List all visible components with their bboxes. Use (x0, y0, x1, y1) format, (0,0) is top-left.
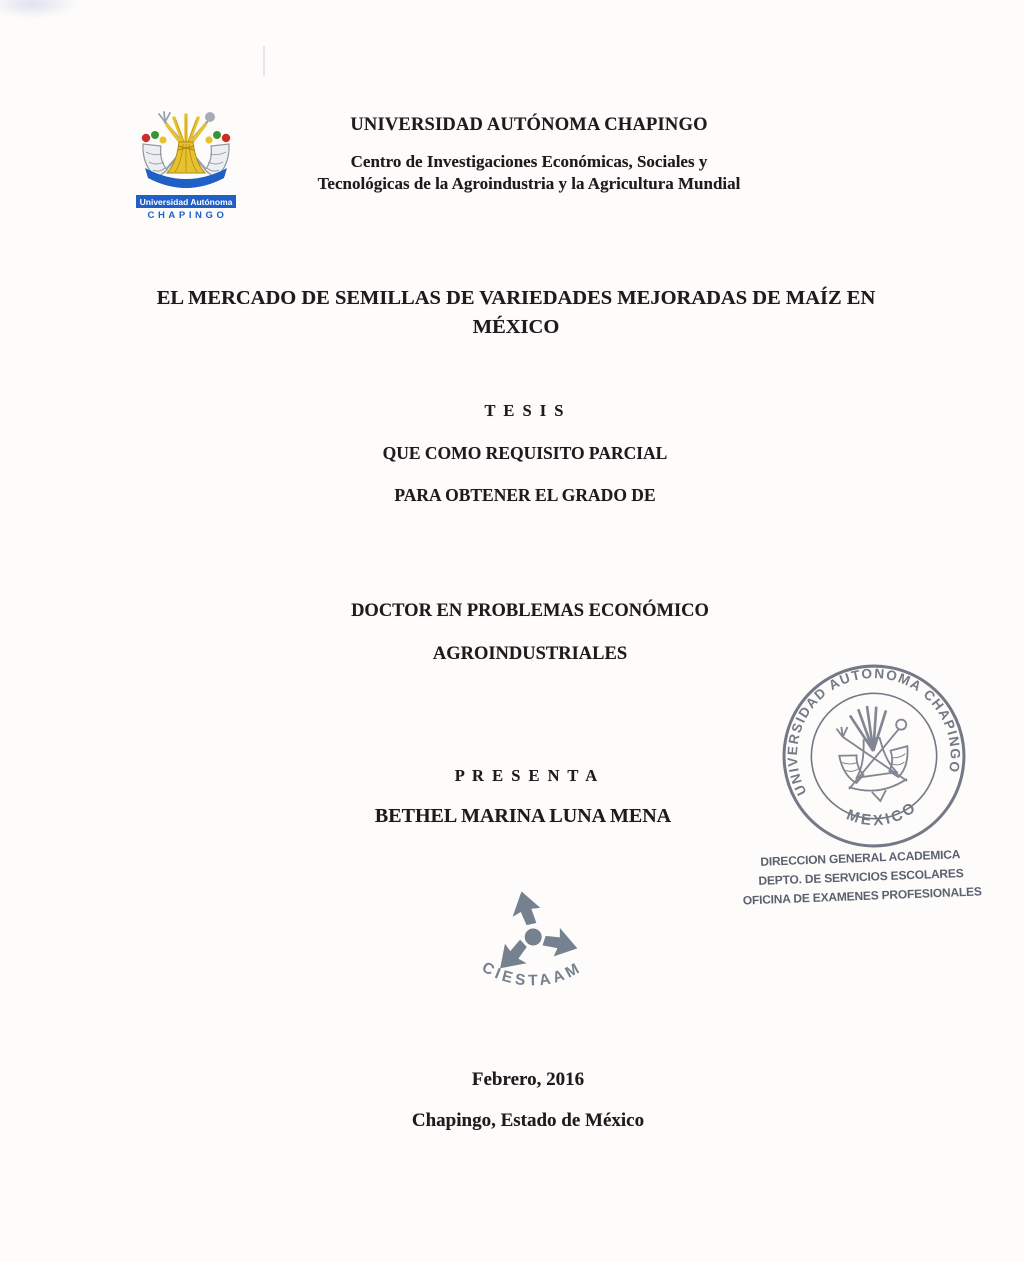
seal-dept-line3: OFICINA DE EXAMENES PROFESIONALES (742, 884, 982, 908)
university-seal-stamp-icon (766, 648, 983, 865)
thesis-title (8, 284, 1024, 342)
tesis-label: T E S I S (484, 401, 566, 420)
scan-smudge (0, 0, 78, 18)
purpose-line: PARA OBTENER EL GRADO DE (394, 485, 656, 505)
thesis-title-line2: MÉXICO (472, 316, 560, 338)
seal-emblem-icon (833, 701, 916, 806)
presents-label: P R E S E N T A (454, 766, 600, 785)
university-name: UNIVERSIDAD AUTÓNOMA CHAPINGO (350, 115, 708, 135)
thesis-title-line1: EL MERCADO DE SEMILLAS DE VARIEDADES MEJORADAS DE MAÍZ EN (156, 287, 876, 309)
requirement-line: QUE COMO REQUISITO PARCIAL (382, 443, 668, 463)
publication-date: Febrero, 2016 (471, 1069, 585, 1090)
degree-line1: DOCTOR EN PROBLEMAS ECONÓMICO (351, 601, 709, 621)
seal-arc-top-text: UNIVERSIDAD AUTONOMA CHAPINGO (784, 665, 963, 798)
research-center-line2: Tecnológicas de la Agroindustria y la Agricultura Mundial (317, 173, 741, 193)
ciestaam-logo-icon (465, 890, 610, 1005)
publication-location: Chapingo, Estado de México (411, 1110, 645, 1131)
seal-dept-line1: DIRECCION GENERAL ACADEMICA (760, 847, 961, 869)
ciestaam-label: CIESTAAM (478, 958, 586, 990)
research-center-name (34, 151, 1024, 194)
seal-dept-line2: DEPTO. DE SERVICIOS ESCOLARES (758, 866, 964, 888)
research-center-line1: Centro de Investigaciones Económicas, Sociales y (350, 152, 708, 171)
seal-arc-bottom-text: MEXICO (844, 797, 921, 830)
uach-logo-chapingo: CHAPINGO (147, 210, 228, 221)
seal-department-stamp (741, 844, 981, 910)
degree-line2: AGROINDUSTRIALES (432, 644, 628, 664)
svg-text:CIESTAAM (479, 959, 585, 990)
scan-scratch (263, 46, 265, 76)
uach-logo-banner: Universidad Autónoma (136, 195, 236, 208)
author-name: BETHEL MARINA LUNA MENA (374, 805, 672, 827)
svg-text:MEXICO (842, 797, 923, 834)
